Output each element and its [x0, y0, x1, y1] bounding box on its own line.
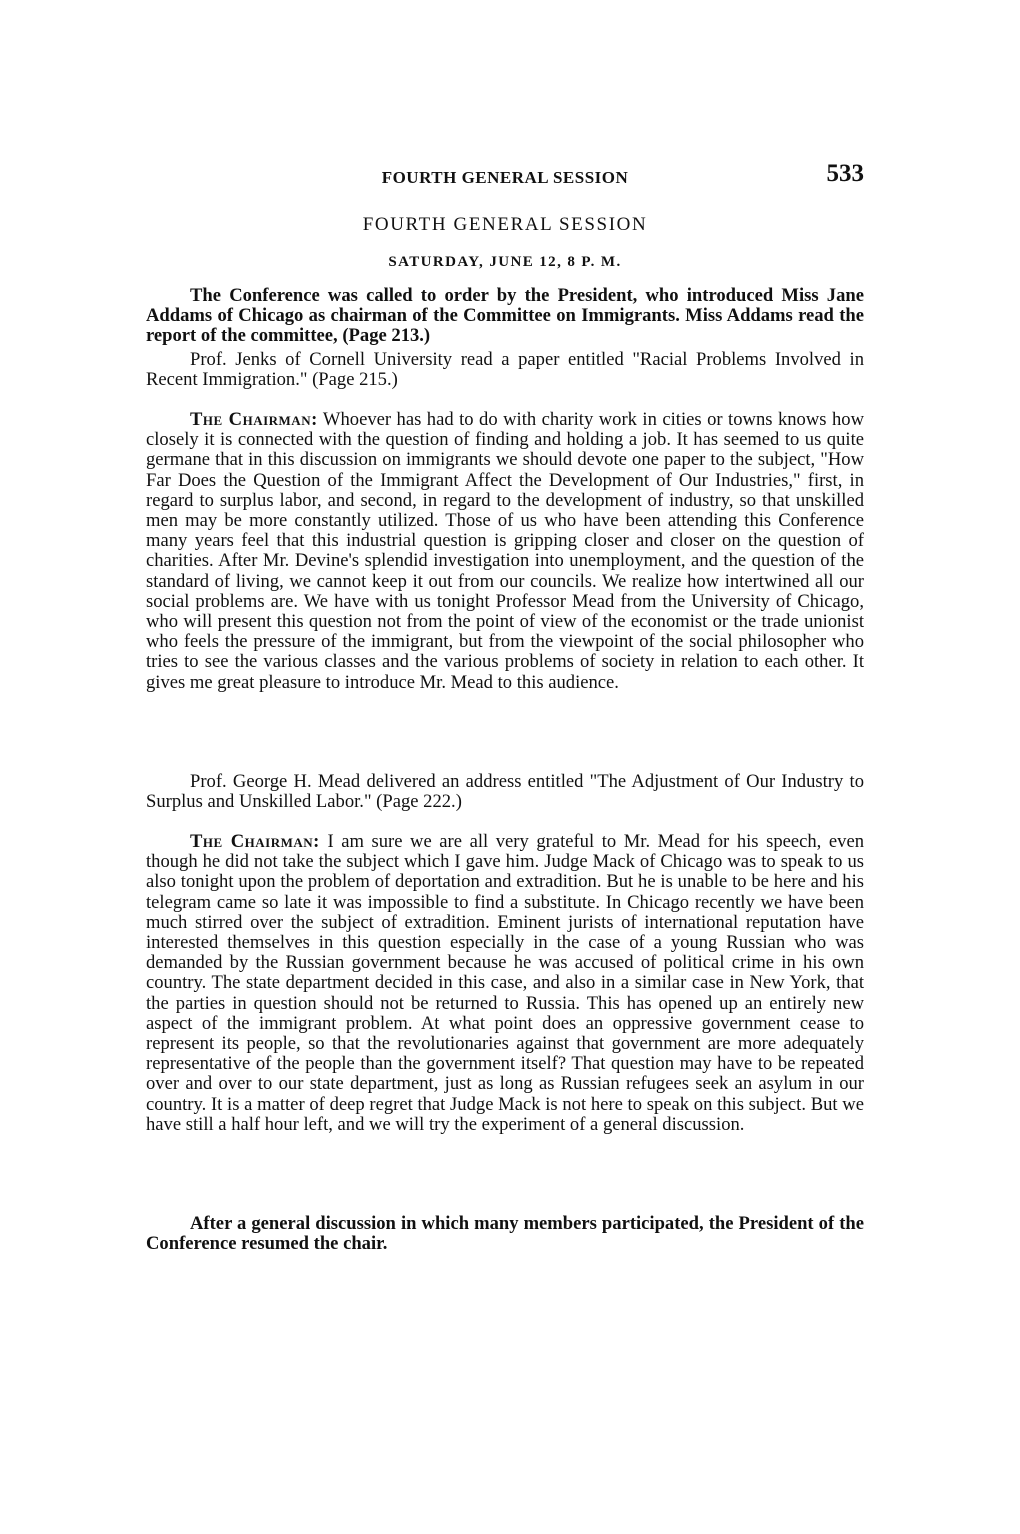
paragraph-closing [146, 1214, 864, 1254]
paragraph-text: Prof. George H. Mead delivered an address entitled "The Adjustment of Our Industry to Surplus and Unskilled Labor." (Page 222.) [146, 771, 864, 813]
speaker-label: The Chairman: [190, 831, 320, 852]
session-date: SATURDAY, JUNE 12, 8 P. M. [388, 254, 622, 270]
paragraph-text: After a general discussion in which many members participated, the President of the Conference resumed the chair. [146, 1213, 864, 1255]
paragraph-text: Prof. Jenks of Cornell University read a paper entitled "Racial Problems Involved in Recent Immigration." (Page 215.) [146, 349, 864, 391]
paragraph-chairman-remarks-1 [146, 410, 864, 693]
paragraph-opening [146, 286, 864, 347]
paragraph-text: Whoever has had to do with charity work in cities or towns knows how closely it is connected with the question of finding and holding a job. It has seemed to us quite germane that in this discussion on immigrants we should devote one paper to the subject, "How Far Does the Question of the Immigrant Affect the Development of Our Industries," first, in regard to surplus labor, and second, in regard to the development of industry, so that unskilled men may be more constantly utilized. Those of us who have been attending this Conference many years feel that this industrial question is gripping closer and closer on the question of charities. After Mr. Devine's splendid investigation into unemployment, and the question of the standard of living, we cannot keep it out from our councils. We realize how intertwined all our social problems are. We have with us tonight Professor Mead from the University of Chicago, who will present this question not from the point of view of the economist or the trade unionist who feels the pressure of the immigrant, but from the viewpoint of the social philosopher who tries to see the various classes and the various problems of society in relation to each other. It gives me great pleasure to introduce Mr. Mead to this audience. [146, 409, 864, 693]
page-number: 533 [826, 160, 864, 187]
speaker-label: The Chairman: [190, 409, 318, 430]
paragraph-jenks [146, 350, 864, 390]
running-head [146, 160, 864, 190]
paragraph-mead [146, 772, 864, 812]
paragraph-text: The Conference was called to order by the President, who introduced Miss Jane Addams of Chicago as chairman of the Committee on Immigrants. Miss Addams read the report of the committee, (Page 213.) [146, 285, 864, 347]
paragraph-chairman-remarks-2 [146, 832, 864, 1135]
session-title: FOURTH GENERAL SESSION [362, 214, 648, 235]
running-head-title: FOURTH GENERAL SESSION [381, 168, 629, 187]
paragraph-text: I am sure we are all very grateful to Mr. Mead for his speech, even though he did not take the subject which I gave him. Judge Mack of Chicago was to speak to us also tonight upon the problem of deportation and extradition. But he is unable to be here and his telegram came so late it was impossible to find a substitute. In Chicago recently we have been much stirred over the subject of extradition. Eminent jurists of international reputation have interested themselves in this question especially in the case of a young Russian who was demanded by the Russian government because he was accused of political crime in his own country. The state department decided in this case, and also in a similar case in New York, that the parties in question should not be returned to Russia. This has opened up an entirely new aspect of the immigrant problem. At what point does an oppressive government cease to represent its people, so that the revolutionaries against that government are more adequately representative of the people than the government itself? That question may have to be repeated over and over to our state department, just as long as Russian refugees seek an asylum in our country. It is a matter of deep regret that Judge Mack is not here to speak on this subject. But we have still a half hour left, and we will try the experiment of a general discussion. [146, 831, 864, 1135]
